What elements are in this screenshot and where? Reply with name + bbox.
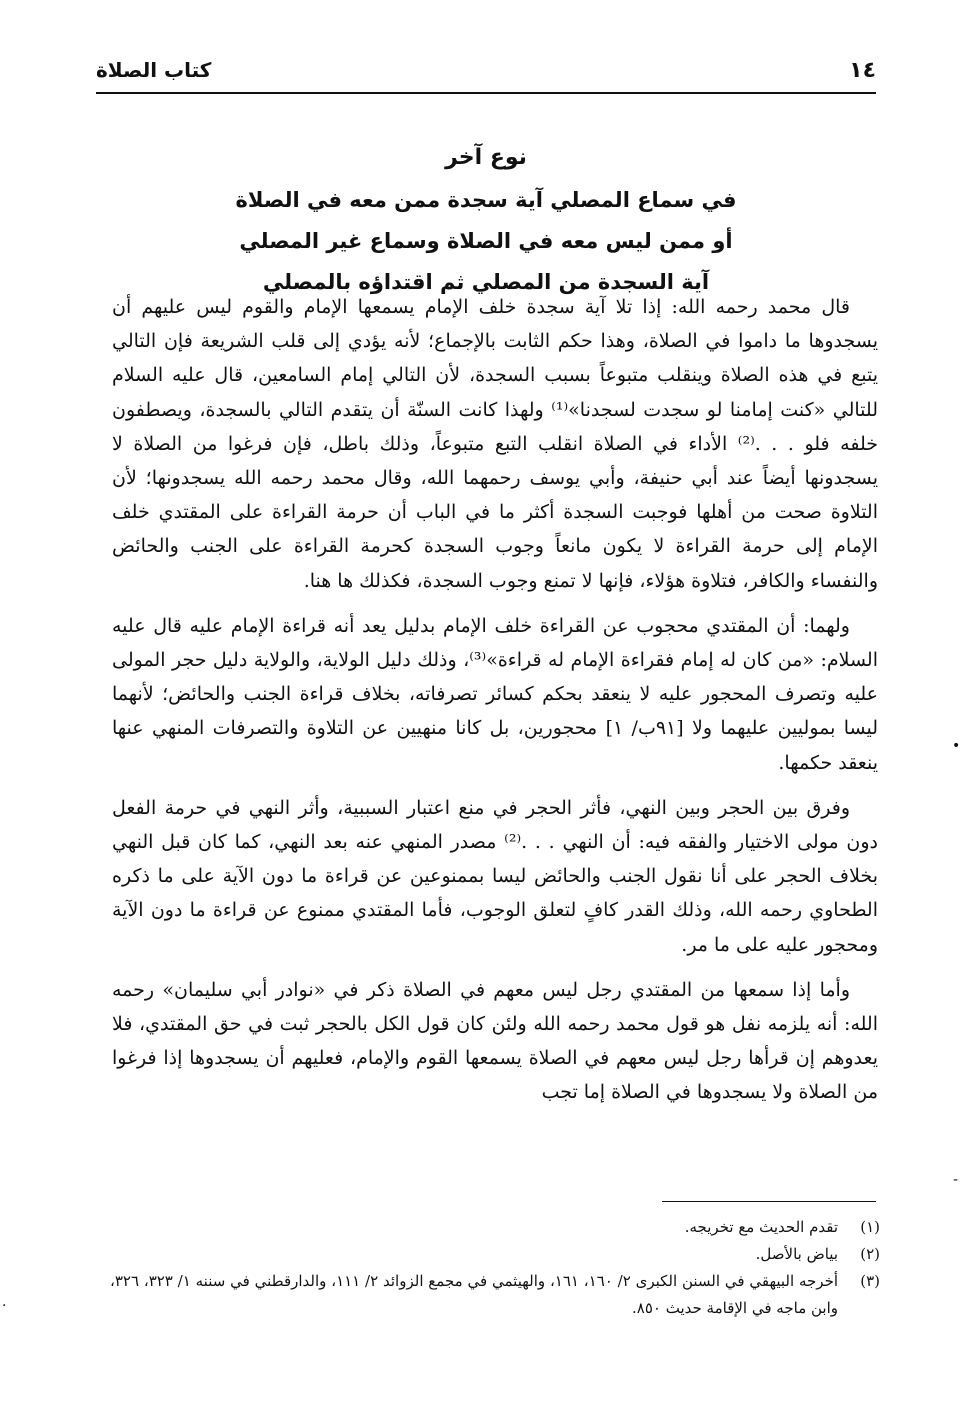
paragraph-3: وفرق بين الحجر وبين النهي، فأثر الحجر في منع اعتبار السببية، وأثر النهي في حرمة الفعل دون مولى الاختيار والفقه فيه: أن النهي . . .⁽²⁾ مصدر المنهي عنه بعد النهي، كما كان قبل النهي بخلاف الحجر على أنا نقول الجنب والحائض ليسا بممنوعين عن قراءة ما دون الآية على ما ذكره الطحاوي رحمه الله، وذلك القدر كافٍ لتعلق الوجوب، فأما المقتدي ممنوع عن قراءة ما دون الآية ومحجور عليه على ما مر.: [112, 796, 879, 956]
footnote-1: [110, 1214, 880, 1241]
footnote-3: [110, 1268, 880, 1322]
footnote-2: [110, 1241, 880, 1268]
heading-line-3: أو ممن ليس معه في الصلاة وسماع غير المصلي: [239, 229, 733, 253]
paragraph-1: قال محمد رحمه الله: إذا تلا آية سجدة خلف الإمام يسمعها الإمام والقوم ليس عليهم أن يسجدوها ما داموا في الصلاة، وهذا حكم الثابت بالإجماع؛ لأنه يؤدي إلى قلب الشريعة فإن التالي يتبع في هذه الصلاة وينقلب متبوعاً بسبب السجدة، لأن التالي إمام السامعين، قال عليه السلام للتالي «كنت إمامنا لو سجدت لسجدنا»⁽¹⁾ ولهذا كانت السنّة أن يتقدم التالي بالسجدة، ويصطفون خلفه فلو . . .⁽²⁾ الأداء في الصلاة انقلب التبع متبوعاً، وذلك باطل، فإن فرغوا من الصلاة لا يسجدونها أيضاً عند أبي حنيفة، وأبي يوسف رحمهما الله، وقال محمد رحمه الله يسجدونها؛ لأن التلاوة صحت من أهلها فوجبت السجدة أكثر ما في الباب أن حرمة القراءة على المقتدي خلف الإمام إلى حرمة القراءة لا يكون مانعاً وجوب السجدة كحرمة القراءة على الجنب والحائض والنفساء والكافر، فتلاوة هؤلاء، فإنها لا تمنع وجوب السجدة، فكذلك ها هنا.: [112, 296, 878, 592]
heading-line-4: آية السجدة من المصلي ثم اقتداؤه بالمصلي: [262, 270, 710, 294]
scan-mark-icon: •: [952, 738, 961, 754]
footnote-text: أخرجه البيهقي في السنن الكبرى ٢/ ١٦٠، ١٦١، والهيثمي في مجمع الزوائد ٢/ ١١١، والدارقطني في سننه ١/ ٣٢٣، ٣٢٦، وابن ماجه في الإقامة حديث ٨٥٠.: [110, 1272, 839, 1317]
section-heading: [96, 136, 876, 303]
scan-mark-icon: ‐: [953, 1172, 959, 1188]
footnote-text: تقدم الحديث مع تخريجه.: [684, 1218, 838, 1236]
footnotes: [110, 1214, 880, 1322]
body-text: [112, 290, 878, 1121]
paragraph-2: ولهما: أن المقتدي محجوب عن القراءة خلف الإمام بدليل يعد أنه قراءة الإمام عليه قال عليه السلام: «من كان له إمام فقراءة الإمام له قراءة»⁽³⁾، وذلك دليل الولاية، والولاية دليل حجر المولى عليه وتصرف المحجور عليه لا ينعقد بحكم كسائر تصرفاته، بخلاف قراءة الجنب والحائض؛ لأنهما ليسا بموليين عليهما ولا [٩١ب/ ١] محجورين، بل كانا منهيين عن التلاوة والتصرفات المنهي عنها ينعقد حكمها.: [112, 614, 879, 774]
scan-mark-icon: ·: [2, 1298, 7, 1314]
footnote-number: (٣): [860, 1272, 880, 1290]
running-header: [96, 48, 876, 94]
footnote-text: بياض بالأصل.: [755, 1245, 838, 1263]
heading-line-2: في سماع المصلي آية سجدة ممن معه في الصلاة: [235, 188, 737, 212]
footnote-divider: [662, 1201, 876, 1202]
heading-line-1: نوع آخر: [445, 145, 527, 170]
footnote-number: (١): [860, 1218, 880, 1236]
paragraph-4: وأما إذا سمعها من المقتدي رجل ليس معهم في الصلاة ذكر في «نوادر أبي سليمان» رحمه الله: أنه يلزمه نفل هو قول محمد رحمه الله ولئن كان قول الكل بالحجر ثبت في حق المقتدي، فلا يعدوهم إن قرأها رجل ليس معهم في الصلاة يسمعها القوم والإمام، فعليهم أن يسجدوها إذا فرغوا من الصلاة ولا يسجدوها في الصلاة إما تجب: [112, 978, 878, 1104]
book-title: كتاب الصلاة: [96, 58, 212, 82]
footnote-number: (٢): [860, 1245, 880, 1263]
page-number: ١٤: [849, 57, 876, 83]
